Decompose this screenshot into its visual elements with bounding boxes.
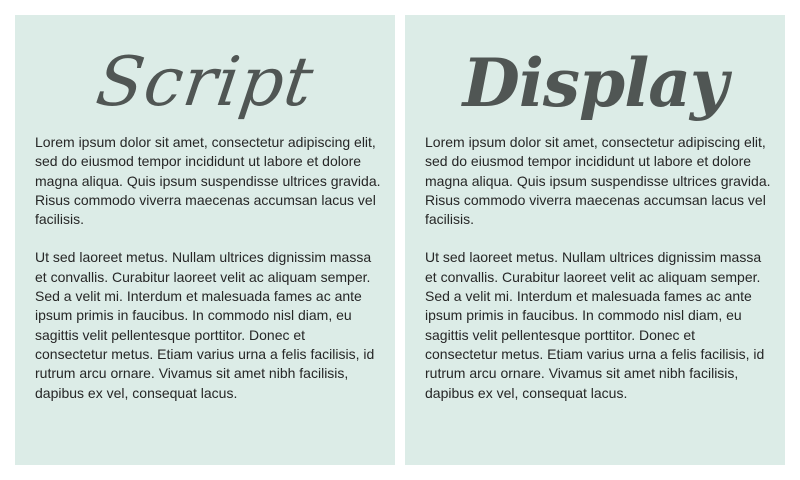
script-panel xyxy=(15,15,395,465)
display-heading: Display xyxy=(462,44,728,122)
script-paragraph-2: Ut sed laoreet metus. Nullam ultrices dignissim massa et convallis. Curabitur laoreet velit ac aliquam semper. Sed a velit mi. Interdum et malesuada fames ac ante ipsum primis in faucibus. In commodo nisl diam, eu sagittis velit pellentesque porttitor. Donec et consectetur metus. Etiam varius urna a felis facilisis, id rutrum arcu ornare. Vivamus sit amet nibh facilisis, dapibus ex vel, consequat lacus. xyxy=(35,249,375,401)
display-paragraph-1: Lorem ipsum dolor sit amet, consectetur adipiscing elit, sed do eiusmod tempor incididunt ut labore et dolore magna aliqua. Quis ipsum suspendisse ultrices gravida. Risus commodo viverra maecenas accumsan lacus vel facilisis. xyxy=(425,134,771,228)
display-body-text xyxy=(425,133,771,422)
script-paragraph-1: Lorem ipsum dolor sit amet, consectetur adipiscing elit, sed do eiusmod tempor incididunt ut labore et dolore magna aliqua. Quis ipsum suspendisse ultrices gravida. Risus commodo viverra maecenas accumsan lacus vel facilisis. xyxy=(35,134,381,228)
display-paragraph-2: Ut sed laoreet metus. Nullam ultrices dignissim massa et convallis. Curabitur laoreet velit ac aliquam semper. Sed a velit mi. Interdum et malesuada fames ac ante ipsum primis in faucibus. In commodo nisl diam, eu sagittis velit pellentesque porttitor. Donec et consectetur metus. Etiam varius urna a felis facilisis, id rutrum arcu ornare. Vivamus sit amet nibh facilisis, dapibus ex vel, consequat lacus. xyxy=(425,249,765,401)
script-body-text xyxy=(35,133,381,422)
script-heading: Script xyxy=(91,43,319,122)
display-panel xyxy=(405,15,785,465)
